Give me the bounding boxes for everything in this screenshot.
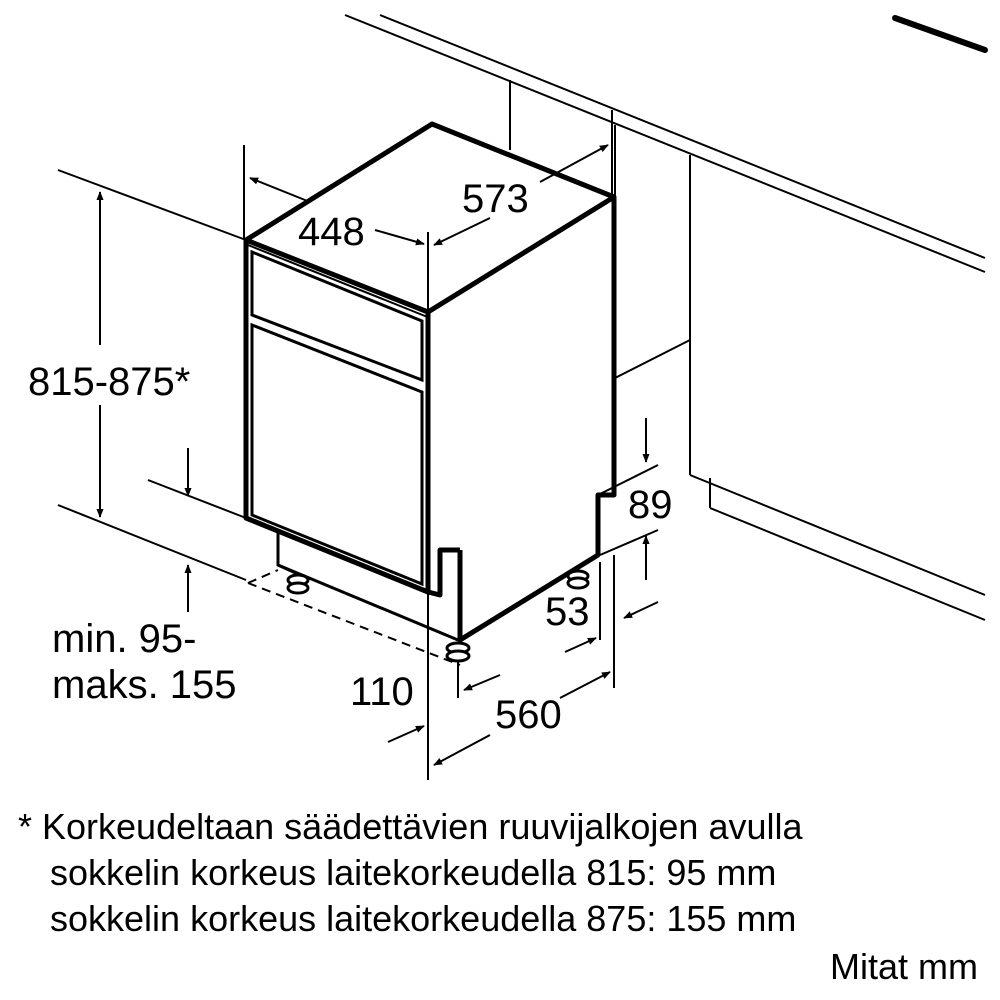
width-label: 448: [298, 210, 365, 254]
plinth-height-label-2: maks. 155: [52, 663, 237, 707]
plinth-depth-label: 110: [350, 670, 414, 714]
kitchen-cabinet-outline: [345, 15, 985, 620]
footnote: [0, 800, 1000, 1000]
dishwasher-body: [246, 124, 614, 640]
cabinet-depth-label: 560: [495, 693, 562, 737]
foot-offset-label: 53: [545, 590, 590, 634]
height-label: 815-875*: [28, 360, 191, 404]
depth-label: 573: [462, 177, 529, 221]
units-label: Mitat mm: [830, 946, 978, 987]
plinth-height-label-1: min. 95-: [52, 617, 197, 661]
cabinet-handle: [895, 18, 985, 50]
toe-kick-label: 89: [628, 483, 673, 527]
footnote-line-2: sokkelin korkeus laitekorkeudella 815: 95 mm: [50, 852, 777, 893]
footnote-line-1: * Korkeudeltaan säädettävien ruuvijalkojen avulla: [18, 806, 803, 847]
plinth-height-dimension: [148, 448, 246, 612]
footnote-line-3: sokkelin korkeus laitekorkeudella 875: 155 mm: [50, 898, 797, 939]
